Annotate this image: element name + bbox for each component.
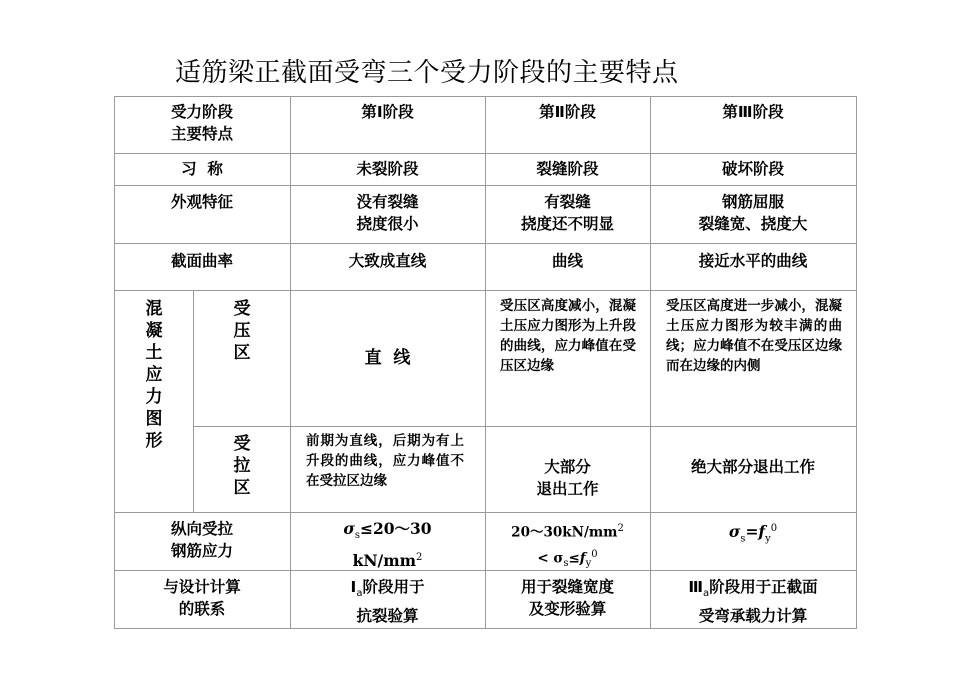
name-stage1: 未裂阶段	[356, 160, 419, 178]
table-border-right	[856, 96, 857, 629]
stress-label-char: 土	[145, 343, 163, 363]
header-corner-line1: 受力阶段	[170, 103, 233, 121]
row-label-steel-stress	[114, 518, 290, 562]
subscript: y	[585, 557, 592, 569]
design-stage1-line1	[290, 576, 485, 605]
subscript: a	[356, 588, 363, 600]
row-label-name: 习 称	[181, 160, 223, 178]
tension-label-char: 受	[233, 434, 251, 454]
subscript: s	[563, 557, 569, 569]
header-stage1: 第Ⅰ阶段	[361, 103, 414, 121]
design-stage3-line2: 受弯承载力计算	[698, 607, 808, 626]
stage-symbol: Ⅲ	[688, 578, 703, 596]
steel-stage2-line2	[485, 544, 650, 575]
superscript: 2	[416, 552, 423, 564]
design-label-line1: 与设计计算	[163, 578, 241, 596]
subscript: s	[740, 533, 746, 545]
stress-label-char: 力	[145, 387, 163, 407]
compression-stage3: 受压区高度进一步减小，混凝土压应力图形为较丰满的曲线；应力峰值不在受压区边缘而在边缘的内侧	[666, 298, 842, 374]
steel-stress-stage1	[290, 518, 485, 572]
stage-symbol: I	[350, 578, 357, 596]
steel-label-line2: 钢筋应力	[170, 542, 233, 560]
compression-stage1: 直 线	[364, 348, 411, 368]
row-label-appearance: 外观特征	[170, 193, 233, 211]
stress-label-char: 应	[145, 365, 163, 385]
tension-stage2-line1: 大部分	[544, 458, 591, 476]
superscript: 2	[617, 523, 624, 534]
row-label-design	[114, 576, 290, 620]
unit-text: kN/mm	[352, 551, 416, 571]
row-label-curvature: 截面曲率	[170, 252, 233, 270]
compression-label-char: 压	[233, 321, 251, 341]
steel-stage1-range: ≤20～30	[359, 519, 432, 538]
stress-label-char: 混	[145, 299, 163, 319]
header-stage2: 第Ⅱ阶段	[539, 103, 596, 121]
tension-stage2-line2: 退出工作	[536, 480, 599, 498]
tension-label-char: 区	[233, 478, 251, 498]
sigma-symbol: σ	[343, 519, 355, 538]
appearance-stage2	[485, 191, 650, 235]
tension-stage2	[485, 456, 650, 500]
appearance-stage1	[290, 191, 485, 235]
design-stage2	[485, 576, 650, 620]
design-label-line2: 的联系	[178, 600, 226, 618]
header-corner	[114, 101, 290, 145]
appearance-stage1-line2: 挠度很小	[356, 215, 419, 233]
curvature-stage1: 大致成直线	[348, 252, 427, 270]
header-stage3: 第Ⅲ阶段	[722, 103, 784, 121]
header-corner-line2: 主要特点	[170, 125, 233, 143]
subscript: s	[354, 530, 360, 542]
compression-label-char: 受	[233, 299, 251, 319]
steel-stage1-line2	[290, 547, 485, 572]
sub-label-tension	[231, 433, 253, 499]
compression-label-char: 区	[233, 343, 251, 363]
name-stage2: 裂缝阶段	[536, 160, 599, 178]
steel-stage2-line1	[485, 518, 650, 544]
design-stage3-text: 阶段用于正截面	[709, 578, 818, 596]
appearance-stage3-line2: 裂缝宽、挠度大	[698, 215, 808, 233]
stress-label-char: 图	[145, 409, 163, 429]
design-stage1-text: 阶段用于	[362, 578, 425, 596]
appearance-stage2-line1: 有裂缝	[544, 193, 591, 211]
row-divider	[193, 426, 856, 427]
tension-stage1: 前期为直线，后期为有上升段的曲线，应力峰值不在受拉区边缘	[306, 433, 464, 489]
appearance-stage1-line1: 没有裂缝	[356, 193, 419, 211]
steel-stress-stage2	[485, 518, 650, 575]
curvature-stage3: 接近水平的曲线	[698, 252, 808, 270]
stress-label-char: 形	[145, 431, 163, 451]
inequality-text: ≤f	[568, 550, 586, 566]
superscript: 0	[591, 548, 598, 560]
compression-stage2: 受压区高度减小，混凝土压应力图形为上升段的曲线，应力峰值在受压区边缘	[500, 298, 636, 374]
steel-stage1-line1	[290, 518, 485, 547]
superscript: 0	[770, 523, 778, 534]
design-stage2-line2: 及变形验算	[528, 600, 607, 618]
appearance-stage3	[650, 191, 856, 235]
name-stage3: 破坏阶段	[721, 160, 784, 178]
inequality-text: < σ	[537, 550, 564, 566]
steel-stress-stage3	[650, 518, 856, 550]
equality-text: =f	[745, 522, 766, 542]
design-stage3-line1	[650, 576, 856, 605]
col-divider	[193, 290, 194, 512]
row-label-stress-diagram	[143, 298, 165, 452]
page-title: 适筋梁正截面受弯三个受力阶段的主要特点	[175, 58, 679, 88]
appearance-stage2-line2: 挠度还不明显	[520, 215, 614, 233]
appearance-stage3-line1: 钢筋屈服	[721, 193, 784, 211]
sub-label-compression	[231, 298, 253, 364]
sigma-symbol: σ	[728, 522, 741, 542]
design-stage2-line1: 用于裂缝宽度	[520, 578, 614, 596]
design-stage1-line2: 抗裂验算	[356, 607, 419, 626]
steel-stage2-range: 20～30kN/mm	[511, 524, 618, 541]
subscript: y	[765, 533, 771, 545]
steel-label-line1: 纵向受拉	[170, 520, 233, 538]
subscript: a	[703, 588, 710, 600]
steel-stage3-line1	[650, 518, 856, 550]
curvature-stage2: 曲线	[551, 252, 583, 270]
tension-label-char: 拉	[233, 456, 251, 476]
design-stage1	[290, 576, 485, 627]
design-stage3	[650, 576, 856, 627]
stress-label-char: 凝	[145, 321, 163, 341]
tension-stage3: 绝大部分退出工作	[690, 458, 815, 476]
